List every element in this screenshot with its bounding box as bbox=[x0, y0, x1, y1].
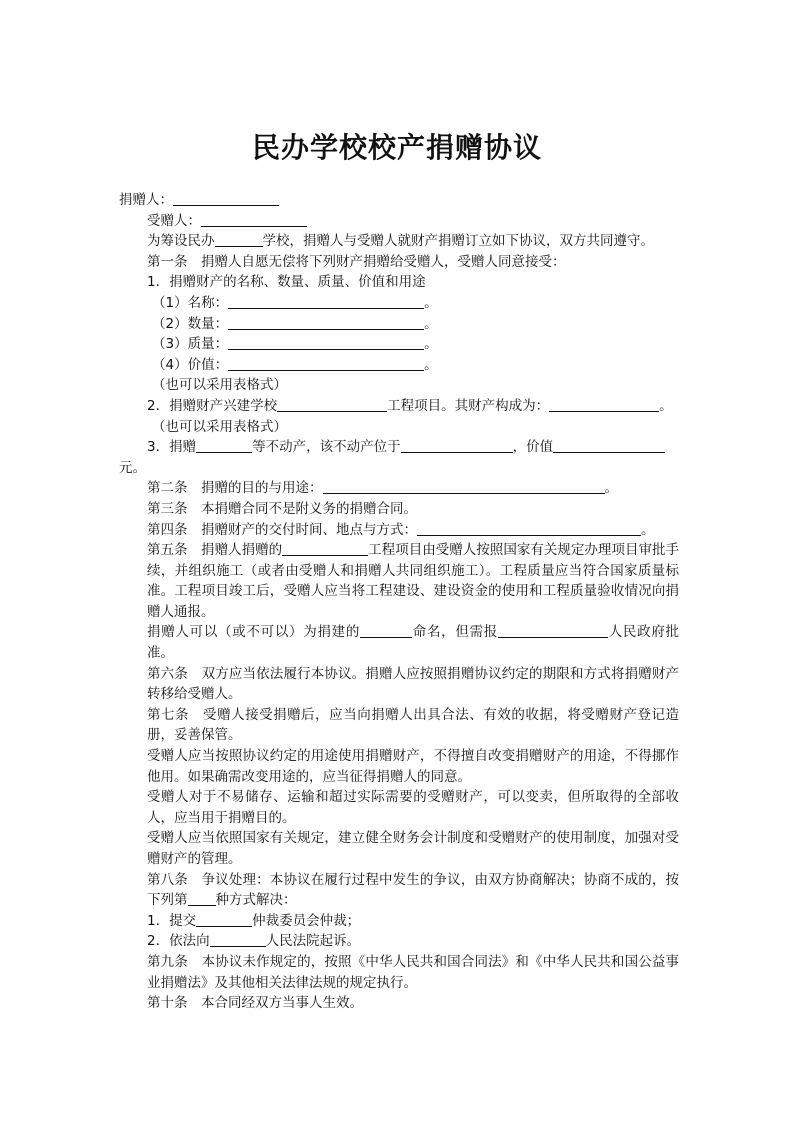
naming-blank bbox=[360, 623, 412, 638]
value-blank bbox=[553, 438, 665, 453]
property-quality-label: （3）质量： bbox=[152, 336, 229, 353]
school-name-blank bbox=[215, 232, 263, 247]
composition-blank bbox=[549, 397, 659, 412]
option-2-text-b: 人民法院起诉。 bbox=[265, 933, 361, 950]
article-7-para-3: 受赠人对于不易储存、运输和超过实际需要的受赠财产，可以变卖，但所取得的全部收人，应当用于捐赠目的。 bbox=[147, 789, 679, 826]
property-name-line bbox=[119, 293, 679, 314]
property-qty-label: （2）数量： bbox=[152, 315, 229, 332]
preamble-text-b: 学校，捐赠人与受赠人就财产捐赠订立如下协议，双方共同遵守。 bbox=[262, 233, 654, 250]
article-9: 第九条 本协议未作规定的，按照《中华人民共和国合同法》和《中华人民共和国公益事业捐赠法》及其他相关法律法规的规定执行。 bbox=[147, 953, 679, 991]
property-value-label: （4）价值： bbox=[152, 356, 229, 373]
article-7-para-2: 受赠人应当按照协议约定的用途使用捐赠财产，不得擅自改变捐赠财产的用途，不得挪作他用。如果确需改变用途的，应当征得捐赠人的同意。 bbox=[147, 748, 679, 785]
purpose-blank bbox=[323, 479, 605, 494]
recipient-line bbox=[119, 211, 679, 232]
item-2-text-a: 2．捐赠财产兴建学校 bbox=[147, 397, 278, 414]
property-value-line bbox=[119, 355, 679, 376]
litigation-option bbox=[119, 931, 679, 952]
article-5-text-e: 人民政府批准。 bbox=[147, 624, 680, 662]
article-5 bbox=[119, 540, 679, 622]
court-blank bbox=[210, 932, 266, 947]
donor-line bbox=[119, 190, 679, 211]
recipient-label: 受赠人： bbox=[147, 212, 201, 229]
article-3: 第三条 本捐赠合同不是附义务的捐赠合同。 bbox=[147, 500, 417, 517]
article-1-item-3-end: 元。 bbox=[119, 459, 146, 476]
end-mark: 。 bbox=[424, 315, 438, 332]
article-5-text-b: 工程项目由受赠人按照国家有关规定办理项目审批手续，并组织施工（或者由受赠人和捐赠人共同组织施工）。工程质量应当符合国家质量标准。工程项目竣工后，受赠人应当将工程建设、建设资金的使用和工程质量验收情况向捐赠人通报。 bbox=[147, 542, 680, 620]
option-1-text-b: 仲裁委员会仲裁； bbox=[252, 912, 361, 929]
item-2-text-b: 工程项目。其财产构成为： bbox=[387, 397, 550, 414]
article-1-item-1: 1．捐赠财产的名称、数量、质量、价值和用途 bbox=[147, 274, 426, 291]
document-title: 民办学校校产捐赠协议 bbox=[251, 131, 542, 164]
end-mark: 。 bbox=[659, 397, 673, 414]
government-blank bbox=[498, 623, 608, 638]
article-2 bbox=[119, 478, 679, 499]
end-mark: 。 bbox=[424, 294, 438, 311]
property-name-label: （1）名称： bbox=[152, 294, 229, 311]
article-10: 第十条 本合同经双方当事人生效。 bbox=[147, 995, 363, 1012]
property-qty-blank bbox=[228, 315, 424, 330]
project-blank bbox=[277, 397, 387, 412]
article-5-naming bbox=[119, 622, 679, 663]
end-mark: 。 bbox=[604, 480, 618, 497]
table-format-note: （也可以采用表格式） bbox=[152, 418, 287, 435]
property-quality-blank bbox=[228, 335, 424, 350]
article-7: 第七条 受赠人接受捐赠后，应当向捐赠人出具合法、有效的收据，将受赠财产登记造册，妥善保管。 bbox=[147, 706, 679, 744]
item-3-text-c: ，价值 bbox=[512, 439, 554, 456]
article-1-heading: 第一条 捐赠人自愿无偿将下列财产捐赠给受赠人，受赠人同意接受： bbox=[147, 253, 566, 270]
property-name-blank bbox=[228, 294, 424, 309]
table-format-note: （也可以采用表格式） bbox=[152, 377, 287, 394]
project-name-blank bbox=[282, 541, 368, 556]
article-1-item-3 bbox=[119, 437, 679, 458]
article-4 bbox=[119, 520, 679, 541]
location-blank bbox=[401, 438, 513, 453]
donor-label: 捐赠人： bbox=[119, 192, 173, 208]
article-8 bbox=[119, 870, 679, 911]
end-mark: 。 bbox=[424, 356, 438, 373]
arbitration-option bbox=[119, 911, 679, 932]
option-1-text-a: 1．提交 bbox=[147, 912, 197, 929]
property-quality-line bbox=[119, 334, 679, 355]
article-8-text-a: 第八条 争议处理：本协议在履行过程中发生的争议，由双方协商解决；协商不成的，按下列第 bbox=[147, 871, 679, 909]
article-5-text-d: 命名，但需报 bbox=[412, 624, 498, 641]
preamble bbox=[119, 231, 679, 252]
article-6: 第六条 双方应当依法履行本协议。捐赠人应按照捐赠协议约定的期限和方式将捐赠财产转移给受赠人。 bbox=[147, 665, 679, 703]
document-body bbox=[119, 190, 679, 1014]
end-mark: 。 bbox=[641, 521, 655, 538]
preamble-text-a: 为筹设民办 bbox=[147, 233, 215, 250]
property-qty-line bbox=[119, 314, 679, 335]
article-7-para-4: 受赠人应当依照国家有关规定，建立健全财务会计制度和受赠财产的使用制度，加强对受赠财产的管理。 bbox=[147, 830, 679, 867]
real-estate-blank bbox=[196, 438, 252, 453]
property-value-blank bbox=[228, 356, 424, 371]
article-4-text: 第四条 捐赠财产的交付时间、地点与方式： bbox=[147, 521, 417, 538]
article-2-text: 第二条 捐赠的目的与用途： bbox=[147, 480, 323, 497]
end-mark: 。 bbox=[424, 336, 438, 353]
recipient-blank bbox=[201, 212, 307, 227]
option-2-text-a: 2．依法向 bbox=[147, 933, 210, 950]
article-1-item-2 bbox=[119, 396, 679, 417]
arbitration-blank bbox=[196, 912, 252, 927]
delivery-blank bbox=[417, 521, 641, 536]
article-5-text-c: 捐赠人可以（或不可以）为捐建的 bbox=[147, 624, 361, 641]
option-number-blank bbox=[188, 891, 216, 906]
item-3-text-a: 3．捐赠 bbox=[147, 439, 197, 456]
article-8-text-b: 种方式解决： bbox=[215, 892, 297, 909]
article-5-text-a: 第五条 捐赠人捐赠的 bbox=[147, 542, 283, 559]
item-3-text-b: 等不动产，该不动产位于 bbox=[252, 439, 401, 456]
donor-blank bbox=[173, 191, 279, 206]
